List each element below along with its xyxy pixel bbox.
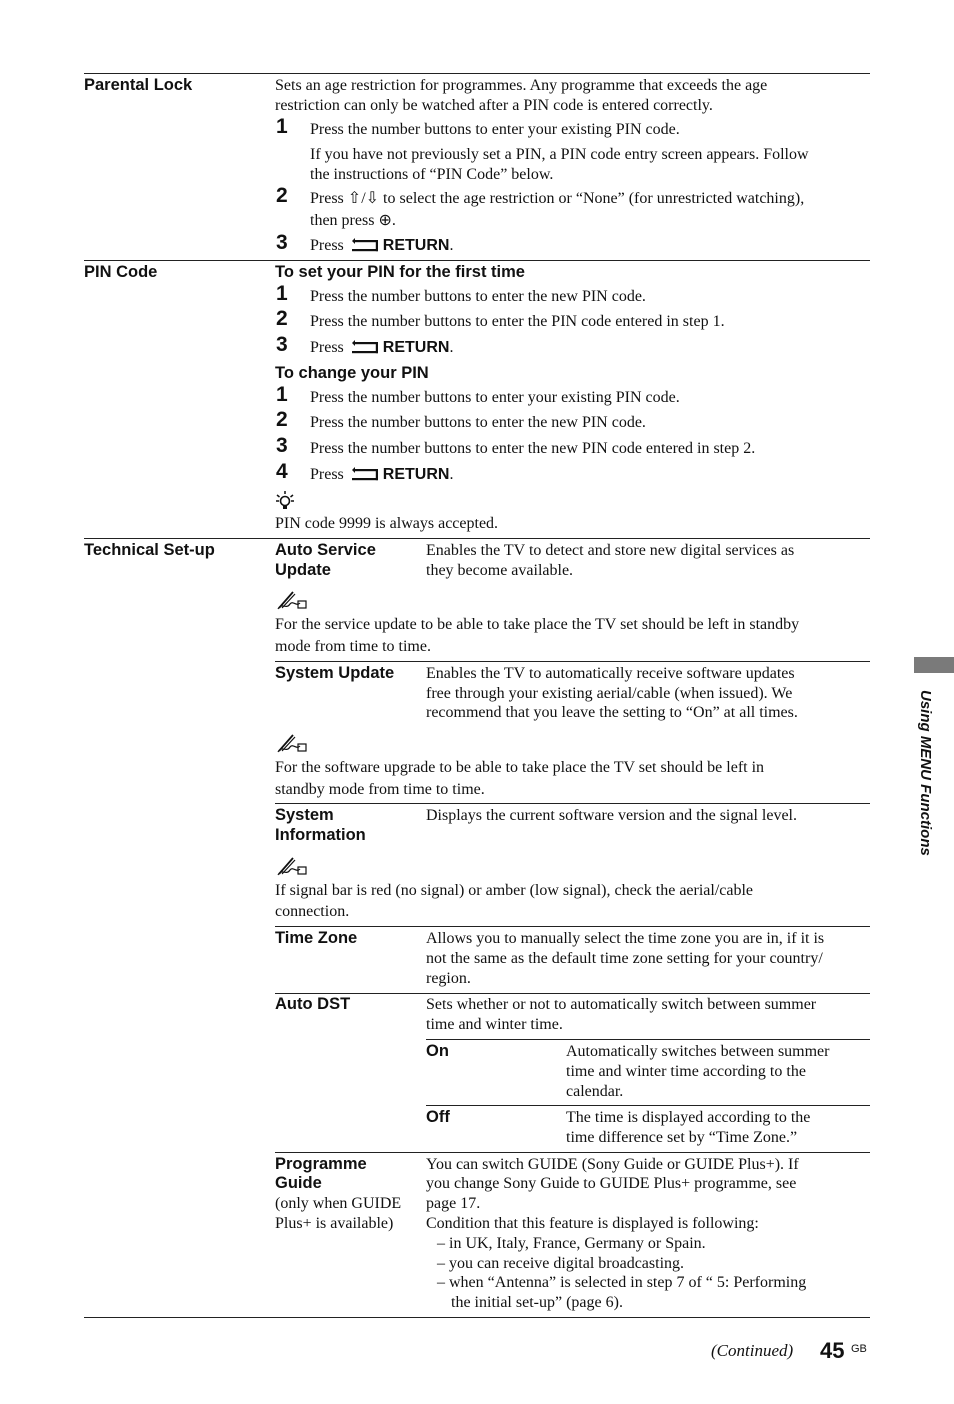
note-text: For the software upgrade to be able to take place the TV set should be left in [275,759,765,776]
section-tab-marker [914,657,954,673]
system-update-desc: Enables the TV to automatically receive software updates [426,665,795,682]
programme-guide-label: Programme [275,1155,367,1173]
lightbulb-hint-icon [275,490,295,512]
region-code: GB [851,1343,867,1355]
auto-dst-on-desc: Automatically switches between summer [566,1043,830,1060]
programme-guide-desc: page 17. [426,1195,481,1212]
auto-dst-on-desc: calendar. [566,1083,624,1100]
programme-guide-desc: Condition that this feature is displayed is following: [426,1215,759,1232]
auto-dst-off-desc: The time is displayed according to the [566,1109,811,1126]
system-information-label: System [275,806,334,824]
system-update-desc: free through your existing aerial/cable (when issued). We [426,685,793,702]
auto-dst-desc: Sets whether or not to automatically switch between summer [426,996,817,1013]
step-text-part: to select the age restriction or “None” (for unrestricted watching), [383,190,805,207]
return-label: RETURN [382,466,450,483]
step-text: Press the number buttons to enter the new PIN code. [310,288,646,305]
rule [275,926,870,927]
step-number: 2 [276,184,288,207]
step-text: Press RETURN. [310,339,454,356]
pin-code-label: PIN Code [84,263,158,281]
pencil-note-icon [276,590,308,610]
parental-lock-label: Parental Lock [84,76,193,94]
programme-guide-label: Guide [275,1174,322,1192]
step-note: the instructions of “PIN Code” below. [310,166,554,183]
press-label: Press [310,237,344,254]
return-label: RETURN [382,339,450,356]
auto-service-update-desc: they become available. [426,562,574,579]
programme-guide-bullet: – when “Antenna” is selected in step 7 of “ 5: Performing [437,1274,807,1291]
auto-service-update-desc: Enables the TV to detect and store new digital services as [426,542,795,559]
step-number: 4 [276,460,288,483]
step-number: 2 [276,408,288,431]
auto-dst-off-label: Off [426,1108,450,1126]
programme-guide-bullet: – in UK, Italy, France, Germany or Spain. [437,1235,706,1252]
programme-guide-bullet: – you can receive digital broadcasting. [437,1255,685,1272]
rule [275,803,870,804]
rule [275,661,870,662]
auto-service-update-label: Update [275,561,331,579]
pin-change-heading: To change your PIN [275,364,429,382]
step-text: Press the number buttons to enter the new PIN code. [310,414,646,431]
return-icon [350,340,380,354]
auto-service-update-label: Auto Service [275,541,376,559]
pencil-note-icon [276,733,308,753]
programme-guide-sublabel: (only when GUIDE [275,1195,402,1212]
programme-guide-desc: you change Sony Guide to GUIDE Plus+ programme, see [426,1175,797,1192]
programme-guide-bullet: the initial set-up” (page 6). [451,1294,623,1311]
rule [275,993,870,994]
note-text: mode from time to time. [275,638,431,655]
rule [84,73,870,74]
step-number: 1 [276,282,288,305]
return-icon [350,467,380,481]
step-text: then press ⊕. [310,212,396,229]
time-zone-label: Time Zone [275,929,358,947]
rule [275,1152,870,1153]
press-label: Press [310,339,344,356]
pin-first-heading: To set your PIN for the first time [275,263,525,281]
time-zone-desc: region. [426,970,471,987]
step-number: 3 [276,231,288,254]
continued-note: (Continued) [711,1341,794,1360]
rule [84,1317,870,1318]
note-text: standby mode from time to time. [275,781,485,798]
step-number: 3 [276,434,288,457]
section-side-label [913,690,937,890]
step-number: 1 [276,115,288,138]
section-side-text: Using MENU Functions [917,690,934,856]
note-text: connection. [275,903,350,920]
time-zone-desc: not the same as the default time zone setting for your country/ [426,950,823,967]
parental-lock-desc: restriction can only be watched after a PIN code is entered correctly. [275,97,713,114]
return-label: RETURN [382,237,450,254]
technical-setup-label: Technical Set-up [84,541,215,559]
auto-dst-desc: time and winter time. [426,1016,563,1033]
step-text: Press the number buttons to enter the PIN code entered in step 1. [310,313,725,330]
system-information-desc: Displays the current software version and the signal level. [426,807,797,824]
programme-guide-desc: You can switch GUIDE (Sony Guide or GUIDE Plus+). If [426,1156,799,1173]
time-zone-desc: Allows you to manually select the time zone you are in, if it is [426,930,825,947]
programme-guide-sublabel: Plus+ is available) [275,1215,394,1232]
step-note: If you have not previously set a PIN, a PIN code entry screen appears. Follow [310,146,809,163]
auto-dst-on-desc: time and winter time according to the [566,1063,806,1080]
step-text: Press the number buttons to enter the new PIN code entered in step 2. [310,440,756,457]
step-text: Press the number buttons to enter your existing PIN code. [310,389,680,406]
enter-button-icon: ⊕ [378,212,392,229]
step-text-part: Press [310,190,344,207]
system-information-label: Information [275,826,366,844]
step-text [310,189,804,209]
step-text: Press the number buttons to enter your existing PIN code. [310,121,680,138]
parental-lock-desc: Sets an age restriction for programmes. Any programme that exceeds the age [275,77,768,94]
press-label: Press [310,466,344,483]
up-down-arrow-icon: ⇧/⇩ [347,190,380,207]
system-update-desc: recommend that you leave the setting to “On” at all times. [426,704,798,721]
pencil-note-icon [276,856,308,876]
auto-dst-on-label: On [426,1042,449,1060]
system-update-label: System Update [275,664,395,682]
step-number: 3 [276,333,288,356]
rule [84,260,870,261]
page-number: 45 [820,1338,845,1363]
note-text: For the service update to be able to take place the TV set should be left in standby [275,616,800,633]
step-number: 1 [276,383,288,406]
rule [426,1039,870,1040]
step-text: Press RETURN. [310,466,454,483]
step-number: 2 [276,307,288,330]
note-text: If signal bar is red (no signal) or amber (low signal), check the aerial/cable [275,882,754,899]
auto-dst-off-desc: time difference set by “Time Zone.” [566,1129,798,1146]
auto-dst-label: Auto DST [275,995,351,1013]
rule [426,1105,870,1106]
step-text: Press RETURN. [310,237,454,254]
rule [84,538,870,539]
hint-text: PIN code 9999 is always accepted. [275,515,499,532]
step-text-part: then press [310,212,375,229]
return-icon [350,238,380,252]
